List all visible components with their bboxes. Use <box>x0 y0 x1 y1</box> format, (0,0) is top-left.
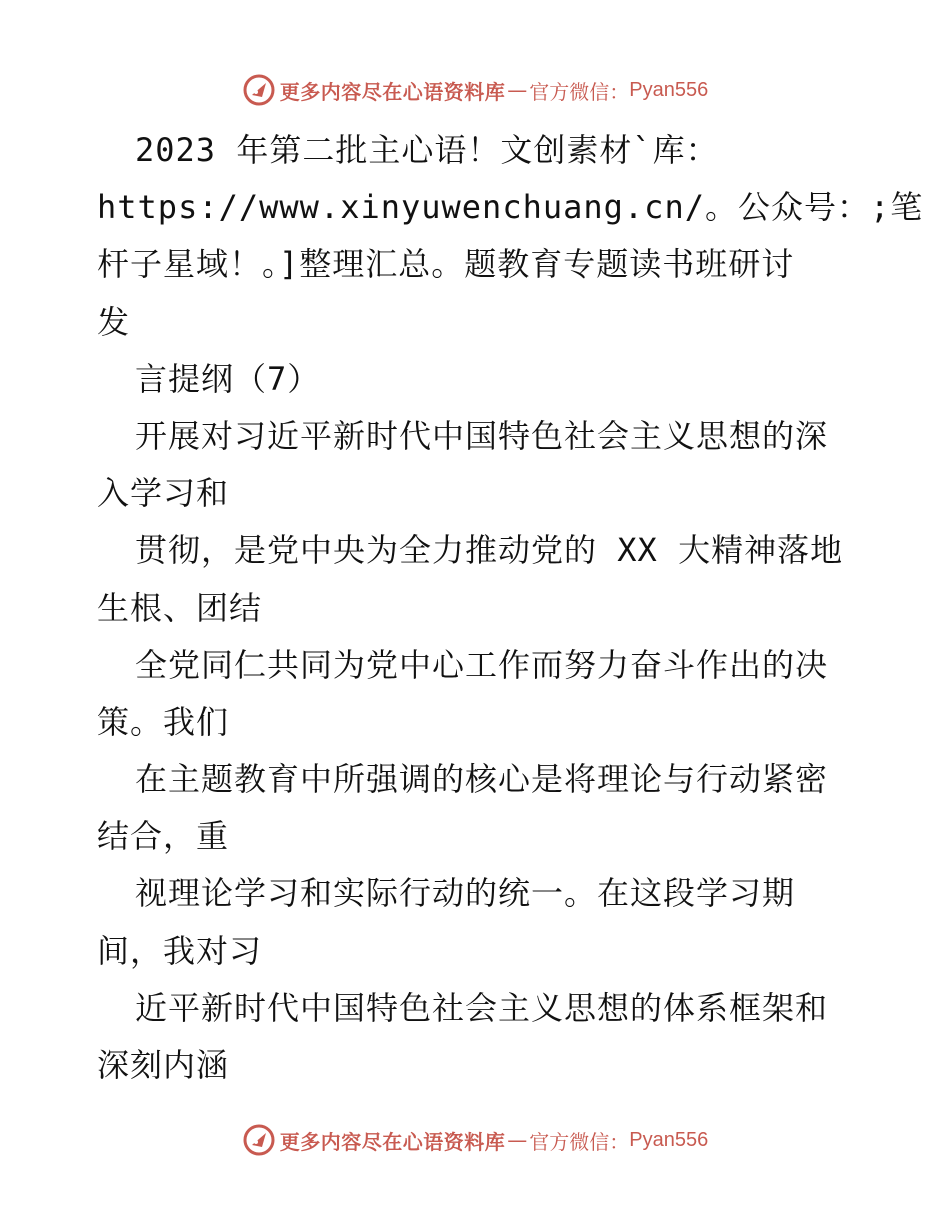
brand-logo-icon <box>242 1123 276 1157</box>
body-line: 言提纲（7） <box>135 359 321 398</box>
body-line: 全党同仁共同为党中心工作而努力奋斗作出的决 <box>135 645 829 684</box>
body-line: 杆子星域！。]整理汇总。题教育专题读书班研讨 <box>97 245 795 284</box>
banner-separator: — <box>507 1128 528 1152</box>
wechat-id: Pyan556 <box>629 78 709 101</box>
wechat-id: Pyan556 <box>629 1128 709 1151</box>
body-line: 间，我对习 <box>97 931 263 970</box>
body-line: 策。我们 <box>97 702 230 741</box>
body-line: 生根、团结 <box>97 588 263 627</box>
footer-banner <box>0 1120 950 1160</box>
banner-separator: — <box>507 78 528 102</box>
body-line: 在主题教育中所强调的核心是将理论与行动紧密 <box>135 760 829 799</box>
body-line: 2023 年第二批主心语！文创素材`库： <box>135 131 719 169</box>
body-line-url: https://www.xinyuwenchuang.cn/。公众号：;笔 <box>97 188 924 227</box>
body-line: 近平新时代中国特色社会主义思想的体系框架和 <box>135 988 829 1027</box>
body-line: 入学习和 <box>97 474 230 513</box>
brand-text: 更多内容尽在心语资料库 <box>279 1129 506 1154</box>
body-line: 视理论学习和实际行动的统一。在这段学习期 <box>135 874 796 913</box>
header-banner <box>0 70 950 110</box>
body-line: 开展对习近平新时代中国特色社会主义思想的深 <box>135 416 829 455</box>
body-line: 结合，重 <box>97 817 230 856</box>
wechat-label: 官方微信： <box>529 1129 630 1154</box>
body-line: 发 <box>97 302 131 341</box>
brand-text: 更多内容尽在心语资料库 <box>279 79 506 104</box>
wechat-label: 官方微信： <box>529 79 630 104</box>
document-body <box>97 122 924 1094</box>
body-line: 深刻内涵 <box>97 1046 230 1084</box>
brand-logo-icon <box>242 73 276 107</box>
body-line: 贯彻，是党中央为全力推动党的 XX 大精神落地 <box>135 531 844 570</box>
